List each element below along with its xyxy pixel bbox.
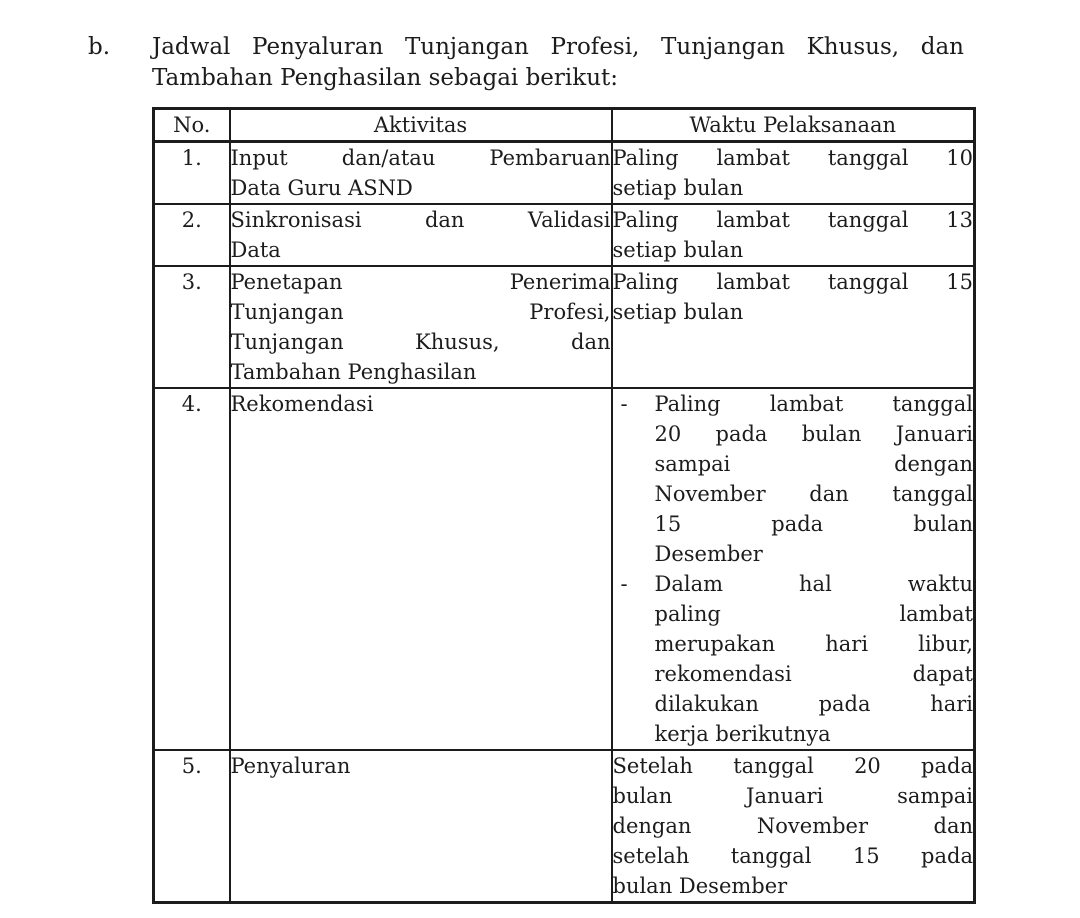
waktu-item-text (655, 569, 974, 749)
text-line: November dan tanggal (654, 482, 973, 506)
text-line: dengan November dan (612, 814, 973, 838)
text-line: merupakan hari libur, (654, 632, 973, 656)
text-line: setiap bulan (612, 238, 744, 262)
waktu-item (613, 267, 974, 327)
waktu-item-text (655, 389, 974, 569)
text-line: Sinkronisasi dan Validasi (230, 208, 611, 232)
row-waktu-cell (612, 266, 975, 388)
waktu-item (613, 205, 974, 265)
column-header-waktu: Waktu Pelaksanaan (612, 109, 975, 142)
text-line: paling lambat (654, 602, 973, 626)
waktu-item-text (613, 751, 974, 901)
bullet-dash: - (620, 392, 628, 416)
text-line: dilakukan pada hari (654, 692, 973, 716)
table-header-row (154, 109, 975, 142)
schedule-table (152, 107, 976, 904)
row-waktu-cell (612, 204, 975, 266)
column-header-aktivitas: Aktivitas (230, 109, 612, 142)
row-waktu-cell (612, 388, 975, 750)
row-number-cell: 4. (154, 388, 230, 750)
row-number-cell: 5. (154, 750, 230, 903)
section-heading-line-2: Tambahan Penghasilan sebagai berikut: (152, 65, 619, 91)
section-heading-line-1: Jadwal Penyaluran Tunjangan Profesi, Tunjangan Khusus, dan (152, 34, 964, 60)
text-line: Penetapan Penerima (230, 270, 611, 294)
table-row (154, 204, 975, 266)
waktu-item-text (613, 267, 974, 327)
text-line: Dalam hal waktu (654, 572, 973, 596)
text-line: Rekomendasi (230, 392, 374, 416)
text-line: Paling lambat tanggal (654, 392, 973, 416)
text-line: sampai dengan (654, 452, 973, 476)
row-aktivitas-cell (230, 388, 612, 750)
text-line: kerja berikutnya (654, 722, 831, 746)
text-line: Paling lambat tanggal 10 (612, 146, 973, 170)
row-waktu-cell (612, 142, 975, 205)
table-row (154, 266, 975, 388)
text-line: Tunjangan Khusus, dan (230, 330, 611, 354)
text-line: setiap bulan (612, 300, 744, 324)
text-line: Input dan/atau Pembaruan (230, 146, 611, 170)
text-line: Tambahan Penghasilan (230, 360, 477, 384)
text-line: Tunjangan Profesi, (230, 300, 611, 324)
waktu-item (613, 143, 974, 203)
table-row (154, 750, 975, 903)
text-line: setelah tanggal 15 pada (612, 844, 973, 868)
text-line: Penyaluran (230, 754, 351, 778)
section-marker: b. (88, 34, 111, 60)
row-aktivitas-cell (230, 750, 612, 903)
waktu-item (613, 751, 974, 901)
column-header-no: No. (154, 109, 230, 142)
text-line: Data Guru ASND (230, 176, 413, 200)
text-line: Desember (654, 542, 763, 566)
waktu-item (613, 569, 974, 749)
text-line: 15 pada bulan (654, 512, 973, 536)
row-number-cell: 2. (154, 204, 230, 266)
table-row (154, 388, 975, 750)
waktu-item-text (613, 205, 974, 265)
waktu-item (613, 389, 974, 569)
text-line: bulan Desember (612, 874, 788, 898)
row-number-cell: 3. (154, 266, 230, 388)
text-line: setiap bulan (612, 176, 744, 200)
text-line: Setelah tanggal 20 pada (612, 754, 973, 778)
text-line: 20 pada bulan Januari (654, 422, 973, 446)
waktu-item-text (613, 143, 974, 203)
text-line: Data (230, 238, 281, 262)
schedule-table-body (154, 142, 975, 903)
bullet-dash: - (620, 572, 628, 596)
section-heading (152, 32, 964, 94)
table-row (154, 142, 975, 205)
row-aktivitas-cell (230, 142, 612, 205)
row-waktu-cell (612, 750, 975, 903)
text-line: Paling lambat tanggal 13 (612, 208, 973, 232)
text-line: Paling lambat tanggal 15 (612, 270, 973, 294)
row-aktivitas-cell (230, 204, 612, 266)
text-line: rekomendasi dapat (654, 662, 973, 686)
text-line: bulan Januari sampai (612, 784, 973, 808)
row-number-cell: 1. (154, 142, 230, 205)
row-aktivitas-cell (230, 266, 612, 388)
